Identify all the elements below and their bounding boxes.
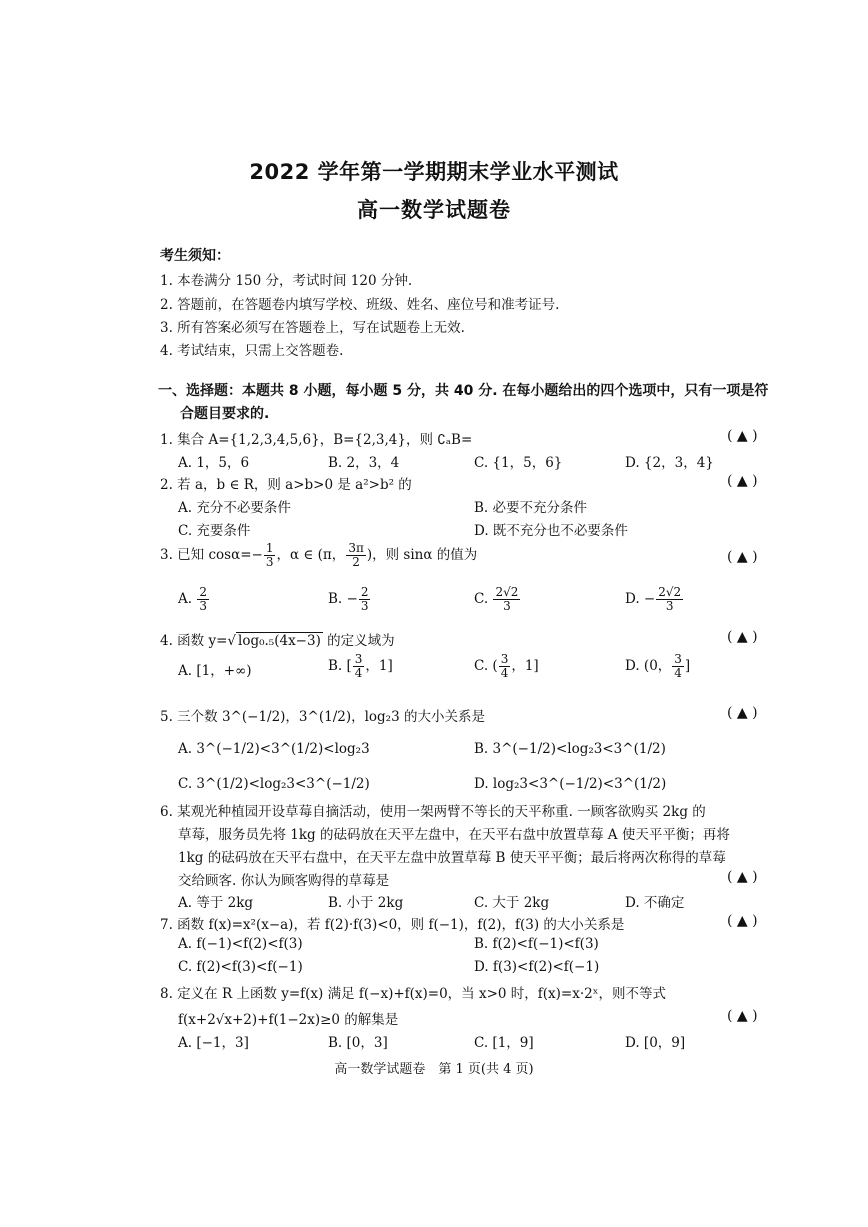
question-2-stem: 2. 若 a，b ∈ R，则 a>b>0 是 a²>b² 的: [160, 477, 412, 493]
notice-item: 3. 所有答案必须写在答题卷上，写在试题卷上无效.: [160, 320, 465, 336]
q7-option-d: D. f(3)<f(2)<f(−1): [474, 959, 600, 975]
exam-title: 2022 学年第一学期期末学业水平测试: [249, 160, 619, 184]
q8-option-c: C. [1，9]: [474, 1035, 534, 1051]
question-6-line: 交给顾客. 你认为顾客购得的草莓是: [178, 873, 390, 889]
exam-subtitle: 高一数学试题卷: [357, 198, 511, 222]
q2-option-a: A. 充分不必要条件: [178, 500, 291, 516]
q5-option-c: C. 3^(1/2)<log₂3<3^(−1/2): [178, 776, 370, 792]
q8-option-d: D. [0，9]: [625, 1035, 686, 1051]
q2-option-c: C. 充要条件: [178, 523, 251, 539]
q6-option-d: D. 不确定: [625, 895, 685, 911]
notice-heading: 考生须知：: [160, 248, 230, 264]
question-4-stem: 4. 函数 y=√ log₀.₅(4x−3) 的定义域为: [160, 633, 395, 649]
q2-option-b: B. 必要不充分条件: [474, 500, 588, 516]
q6-option-b: B. 小于 2kg: [328, 895, 404, 911]
q7-option-a: A. f(−1)<f(2)<f(3): [178, 936, 303, 952]
answer-mark: ( ▲ ): [727, 473, 758, 489]
answer-mark: ( ▲ ): [727, 1008, 758, 1024]
question-6-line: 草莓，服务员先将 1kg 的砝码放在天平左盘中，在天平右盘中放置草莓 A 使天平平衡；再将: [178, 827, 730, 843]
q8-option-a: A. [−1，3]: [178, 1035, 249, 1051]
q4-option-b: B. [ $\frac{3}{4}$ ，1]: [328, 652, 393, 680]
question-5-stem: 5. 三个数 3^(−1/2)，3^(1/2)，log₂3 的大小关系是: [160, 709, 485, 725]
answer-mark: ( ▲ ): [727, 869, 758, 885]
section-heading: 一、选择题：本题共 8 小题，每小题 5 分，共 40 分. 在每小题给出的四个选项中，只有一项是符 合题目要求的.: [158, 383, 769, 422]
q6-option-c: C. 大于 2kg: [474, 895, 550, 911]
notice-item: 4. 考试结束，只需上交答题卷.: [160, 343, 344, 359]
q3-option-a: A. $\frac{2}{3}$: [178, 585, 207, 613]
q3-option-b: B. − $\frac{2}{3}$: [328, 585, 369, 613]
q5-option-b: B. 3^(−1/2)<log₂3<3^(1/2): [474, 741, 666, 757]
question-8-line: f(x+2√x+2)+f(1−2x)≥0 的解集是: [178, 1012, 399, 1028]
q3-option-c: C. $\frac{2√2}{3}$: [474, 585, 519, 613]
question-6-line: 1kg 的砝码放在天平右盘中，在天平左盘中放置草莓 B 使天平平衡；最后将两次称得的草莓: [178, 850, 726, 866]
q8-option-b: B. [0，3]: [328, 1035, 388, 1051]
answer-mark: ( ▲ ): [727, 629, 758, 645]
q1-option-b: B. 2，3，4: [328, 455, 400, 471]
q1-option-d: D. {2，3，4}: [625, 455, 714, 471]
page-footer: 高一数学试题卷 第 1 页(共 4 页): [334, 1062, 534, 1077]
question-7-stem: 7. 函数 f(x)=x²(x−a)，若 f(2)·f(3)<0，则 f(−1)，f(2)，f(3) 的大小关系是: [160, 917, 625, 933]
q5-option-a: A. 3^(−1/2)<3^(1/2)<log₂3: [178, 741, 370, 757]
question-8-line: 8. 定义在 R 上函数 y=f(x) 满足 f(−x)+f(x)=0，当 x>0 时，f(x)=x·2ˣ，则不等式: [160, 986, 666, 1002]
notice-item: 2. 答题前，在答题卷内填写学校、班级、姓名、座位号和准考证号.: [160, 297, 560, 313]
question-3-stem: 3. 已知 cosα=− $\frac{1}{3}$ ，α ∈ (π， $\frac{3\pi}{2}$ )，则 sinα 的值为: [160, 541, 478, 569]
q1-option-c: C. {1，5，6}: [474, 455, 563, 471]
question-1-stem: 1. 集合 A={1,2,3,4,5,6}，B={2,3,4}，则 ∁ₐB=: [160, 432, 473, 448]
q4-option-a: A. [1，+∞): [178, 663, 252, 679]
answer-mark: ( ▲ ): [727, 428, 758, 444]
answer-mark: ( ▲ ): [727, 705, 758, 721]
q4-option-d: D. (0， $\frac{3}{4}$ ]: [625, 652, 691, 680]
q7-option-c: C. f(2)<f(3)<f(−1): [178, 959, 303, 975]
q1-option-a: A. 1，5，6: [178, 455, 250, 471]
q4-option-c: C. ( $\frac{3}{4}$ ，1]: [474, 652, 539, 680]
answer-mark: ( ▲ ): [727, 913, 758, 929]
q7-option-b: B. f(2)<f(−1)<f(3): [474, 936, 599, 952]
q3-option-d: D. − $\frac{2√2}{3}$: [625, 585, 682, 613]
answer-mark: ( ▲ ): [727, 549, 758, 565]
notice-item: 1. 本卷满分 150 分，考试时间 120 分钟.: [160, 273, 413, 289]
q5-option-d: D. log₂3<3^(−1/2)<3^(1/2): [474, 776, 667, 792]
q6-option-a: A. 等于 2kg: [178, 895, 254, 911]
q2-option-d: D. 既不充分也不必要条件: [474, 523, 628, 539]
question-6-line: 6. 某观光种植园开设草莓自摘活动，使用一架两臂不等长的天平称重. 一顾客欲购买 2kg 的: [160, 804, 706, 820]
